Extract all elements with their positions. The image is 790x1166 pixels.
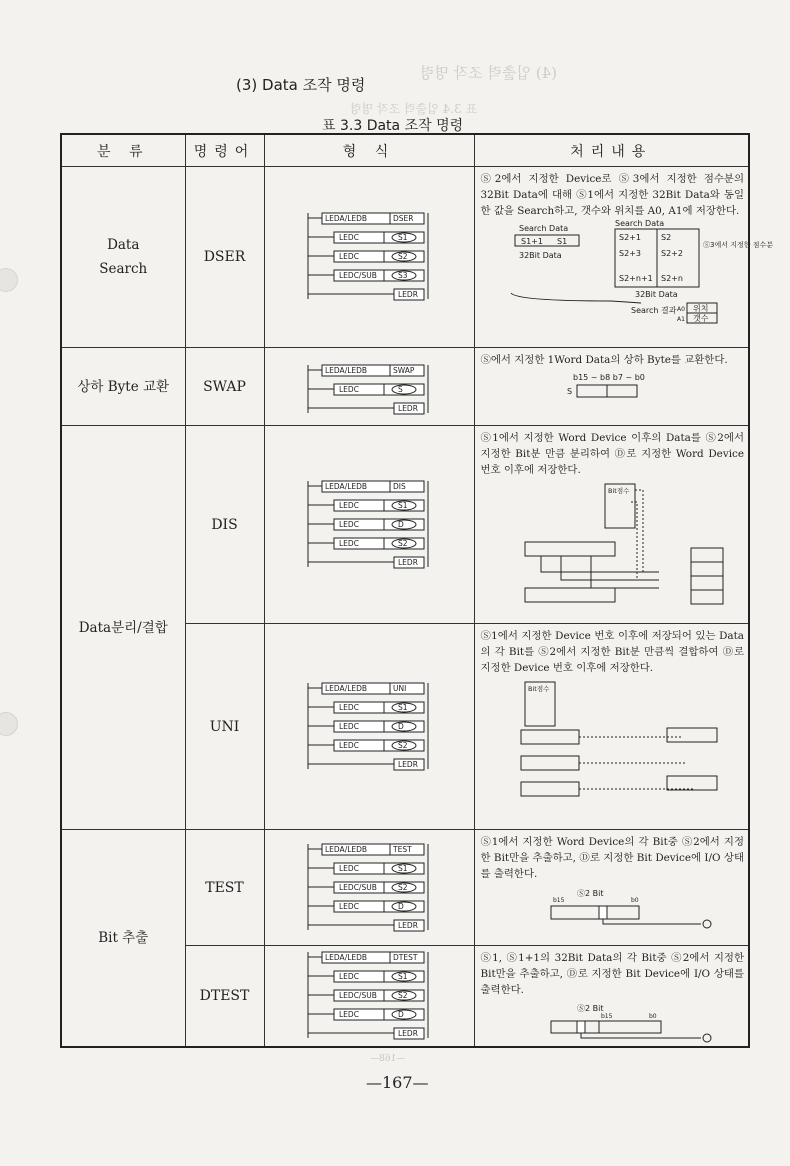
ladder-operand: S3: [398, 271, 408, 280]
bit-test-32-diagram: [481, 1002, 743, 1042]
combination-diagram: [481, 680, 743, 804]
ladder-operand: S1: [398, 863, 408, 873]
category-data-search: Data Search: [99, 237, 148, 277]
bit-points-label: Bit점수: [528, 685, 550, 693]
ladder-op-label: DIS: [393, 481, 406, 491]
ladder-operand: S1: [398, 702, 408, 712]
ladder-line-label: LEDC: [339, 252, 359, 261]
ladder-operand: S1: [398, 500, 408, 510]
header-processing: 처리내용: [474, 134, 749, 167]
ladder-line-label: LEDC: [339, 385, 359, 394]
table-row: [61, 426, 749, 624]
bit-test-diagram: [481, 886, 743, 928]
a1-label: A1: [677, 316, 686, 323]
operand-s2: S2+n: [661, 274, 684, 283]
data-manipulation-table: [60, 133, 774, 1048]
table-caption: 표 3.3 Data 조작 명령: [322, 118, 464, 134]
ladder-head-label: LEDA/LEDB: [325, 683, 368, 693]
command-cell: DSER: [185, 167, 264, 348]
ladder-line-label: LEDC: [339, 901, 359, 911]
ladder-line-label: LEDC: [339, 863, 359, 873]
operand-s2: S2+3: [619, 249, 642, 258]
format-cell: [264, 348, 474, 426]
ladder-end-label: LEDR: [398, 920, 418, 930]
ladder-line-label: LEDC: [339, 740, 359, 750]
processing-cell: [474, 426, 749, 624]
swap-diagram: [481, 372, 743, 404]
a0-value: 위치: [693, 304, 709, 313]
ladder-op-label: DTEST: [393, 953, 418, 962]
header-category: 분 류: [61, 134, 185, 167]
category-cell: [61, 167, 185, 348]
ladder-operand: S2: [398, 991, 408, 1000]
ladder-op-label: UNI: [393, 683, 407, 693]
description-text: Ⓢ2에서 지정한 Device로 Ⓢ3에서 지정한 점수분의 32Bit Data에 대해 Ⓢ1에서 지정한 32Bit Data와 동일한 값을 Search하고, 갯수와 위치를 A0, A1에 저장한다.: [480, 173, 744, 217]
description-text: Ⓢ1에서 지정한 Word Device 이후의 Data를 Ⓢ2에서 지정한 Bit분 만큼 분리하여 Ⓓ로 지정한 Word Device 번호 이후에 저장한다.: [480, 432, 744, 476]
ladder-end-label: LEDR: [398, 1029, 418, 1038]
ladder-operand: D: [398, 1010, 404, 1019]
description-text: Ⓢ1에서 지정한 Device 번호 이후에 저장되어 있는 Data의 각 Bit를 Ⓢ2에서 지정한 Bit분 만큼씩 결합하여 Ⓓ로 지정한 Device 번호 이후에 저장한다.: [480, 630, 744, 674]
operand-s1: S1+1: [521, 237, 544, 246]
ladder-diagram: [304, 677, 434, 777]
bit32-label-b: 32Bit Data: [635, 290, 678, 299]
bleed-through-text: (4) 입출력 조작 명령: [420, 64, 557, 82]
b15-label: b15: [601, 1013, 613, 1020]
operand-s2: S2+n+1: [619, 274, 653, 283]
ladder-line-label: LEDC: [339, 233, 359, 242]
format-cell: [264, 167, 474, 348]
b0-label: b0: [631, 897, 639, 904]
ladder-operand: D: [398, 901, 404, 911]
ladder-operand: S: [398, 385, 403, 394]
a0-label: A0: [677, 306, 686, 313]
section-heading: (3) Data 조작 명령: [236, 76, 366, 94]
ladder-head-label: LEDA/LEDB: [325, 366, 368, 375]
ladder-diagram: [304, 359, 434, 414]
ladder-line-label: LEDC: [339, 538, 359, 548]
header-format: 형 식: [264, 134, 474, 167]
search-result-label: Search 결과: [631, 306, 677, 315]
ladder-line-label: LEDC: [339, 519, 359, 529]
ladder-head-label: LEDA/LEDB: [325, 481, 368, 491]
bit-label: Ⓢ2 Bit: [577, 889, 604, 898]
binder-hole: [0, 712, 18, 736]
bleed-through-page-number: —168—: [370, 1054, 406, 1064]
command-cell: DTEST: [185, 946, 264, 1048]
processing-cell: [474, 946, 749, 1048]
processing-cell: [474, 348, 749, 426]
command-cell: UNI: [185, 624, 264, 830]
ladder-line-label: LEDC/SUB: [339, 271, 377, 280]
operand-s2: S2+2: [661, 249, 684, 258]
description-text: Ⓢ1에서 지정한 Word Device의 각 Bit중 Ⓢ2에서 지정한 Bit만을 추출하고, Ⓓ로 지정한 Bit Device에 I/O 상태를 출력한다.: [480, 836, 744, 880]
operand-s2: S2: [661, 233, 672, 242]
header-command: 명령어: [185, 134, 264, 167]
table-row: [61, 167, 749, 348]
table-row: [61, 830, 749, 946]
processing-cell: [474, 167, 774, 348]
ladder-line-label: LEDC: [339, 972, 359, 981]
ladder-line-label: LEDC/SUB: [339, 991, 377, 1000]
b0-label: b0: [649, 1013, 657, 1020]
ladder-line-label: LEDC: [339, 1010, 359, 1019]
category-cell: Data분리/결합: [61, 426, 185, 830]
ladder-operand: S2: [398, 740, 408, 750]
page-number: —167—: [366, 1073, 429, 1092]
ladder-op-label: DSER: [393, 214, 414, 223]
b15-label: b15: [553, 897, 565, 904]
ladder-diagram: [304, 838, 434, 938]
ladder-operand: S2: [398, 252, 408, 261]
command-cell: SWAP: [185, 348, 264, 426]
processing-cell: [474, 624, 749, 830]
ladder-operand: S1: [398, 972, 408, 981]
ladder-end-label: LEDR: [398, 557, 418, 567]
bit-range-label: b15 ~ b8 b7 ~ b0: [573, 373, 646, 382]
ladder-line-label: LEDC/SUB: [339, 882, 377, 892]
processing-cell: [474, 830, 749, 946]
search-data-label: Search Data: [519, 224, 569, 233]
ladder-end-label: LEDR: [398, 404, 418, 413]
description-text: Ⓢ1, Ⓢ1+1의 32Bit Data의 각 Bit중 Ⓢ2에서 지정한 Bit만을 추출하고, Ⓓ로 지정한 Bit Device에 I/O 상태를 출력한다.: [480, 952, 744, 996]
category-cell: Bit 추출: [61, 830, 185, 1048]
bit32-label: 32Bit Data: [519, 251, 562, 260]
category-cell: 상하 Byte 교환: [61, 348, 185, 426]
ladder-head-label: LEDA/LEDB: [325, 953, 368, 962]
format-cell: [264, 624, 474, 830]
bit-points-label: Bit점수: [608, 487, 630, 495]
ladder-operand: D: [398, 519, 404, 529]
ladder-operand: S2: [398, 882, 408, 892]
separation-diagram: [481, 482, 743, 606]
operand-s2: S2+1: [619, 233, 642, 242]
format-cell: [264, 830, 474, 946]
ladder-line-label: LEDC: [339, 702, 359, 712]
command-cell: DIS: [185, 426, 264, 624]
ladder-op-label: SWAP: [393, 366, 415, 375]
ladder-operand: S1: [398, 233, 408, 242]
ladder-head-label: LEDA/LEDB: [325, 214, 368, 223]
binder-hole: [0, 268, 18, 292]
format-cell: [264, 426, 474, 624]
swap-operand: S: [567, 387, 573, 396]
ladder-line-label: LEDC: [339, 500, 359, 510]
search-diagram: [481, 219, 774, 323]
ladder-line-label: LEDC: [339, 721, 359, 731]
points-label: Ⓢ3에서 지정한 점수분: [703, 241, 774, 249]
header-row: [61, 134, 749, 167]
bit-label: Ⓢ2 Bit: [577, 1004, 604, 1013]
search-region-label: Search Data: [615, 219, 665, 228]
operand-s1: S1: [557, 237, 568, 246]
ladder-end-label: LEDR: [398, 759, 418, 769]
description-text: Ⓢ에서 지정한 1Word Data의 상하 Byte를 교환한다.: [480, 354, 728, 366]
ladder-operand: D: [398, 721, 404, 731]
bleed-through-caption: 표 3.4 입출력 조작 명령: [350, 102, 478, 116]
ladder-end-label: LEDR: [398, 290, 418, 299]
ladder-operand: S2: [398, 538, 408, 548]
ladder-diagram: [304, 207, 434, 307]
a1-value: 갯수: [693, 314, 709, 323]
ladder-diagram: [304, 946, 434, 1046]
format-cell: [264, 946, 474, 1048]
ladder-op-label: TEST: [393, 844, 412, 854]
ladder-head-label: LEDA/LEDB: [325, 844, 368, 854]
table-row: [61, 348, 749, 426]
ladder-diagram: [304, 475, 434, 575]
command-cell: TEST: [185, 830, 264, 946]
